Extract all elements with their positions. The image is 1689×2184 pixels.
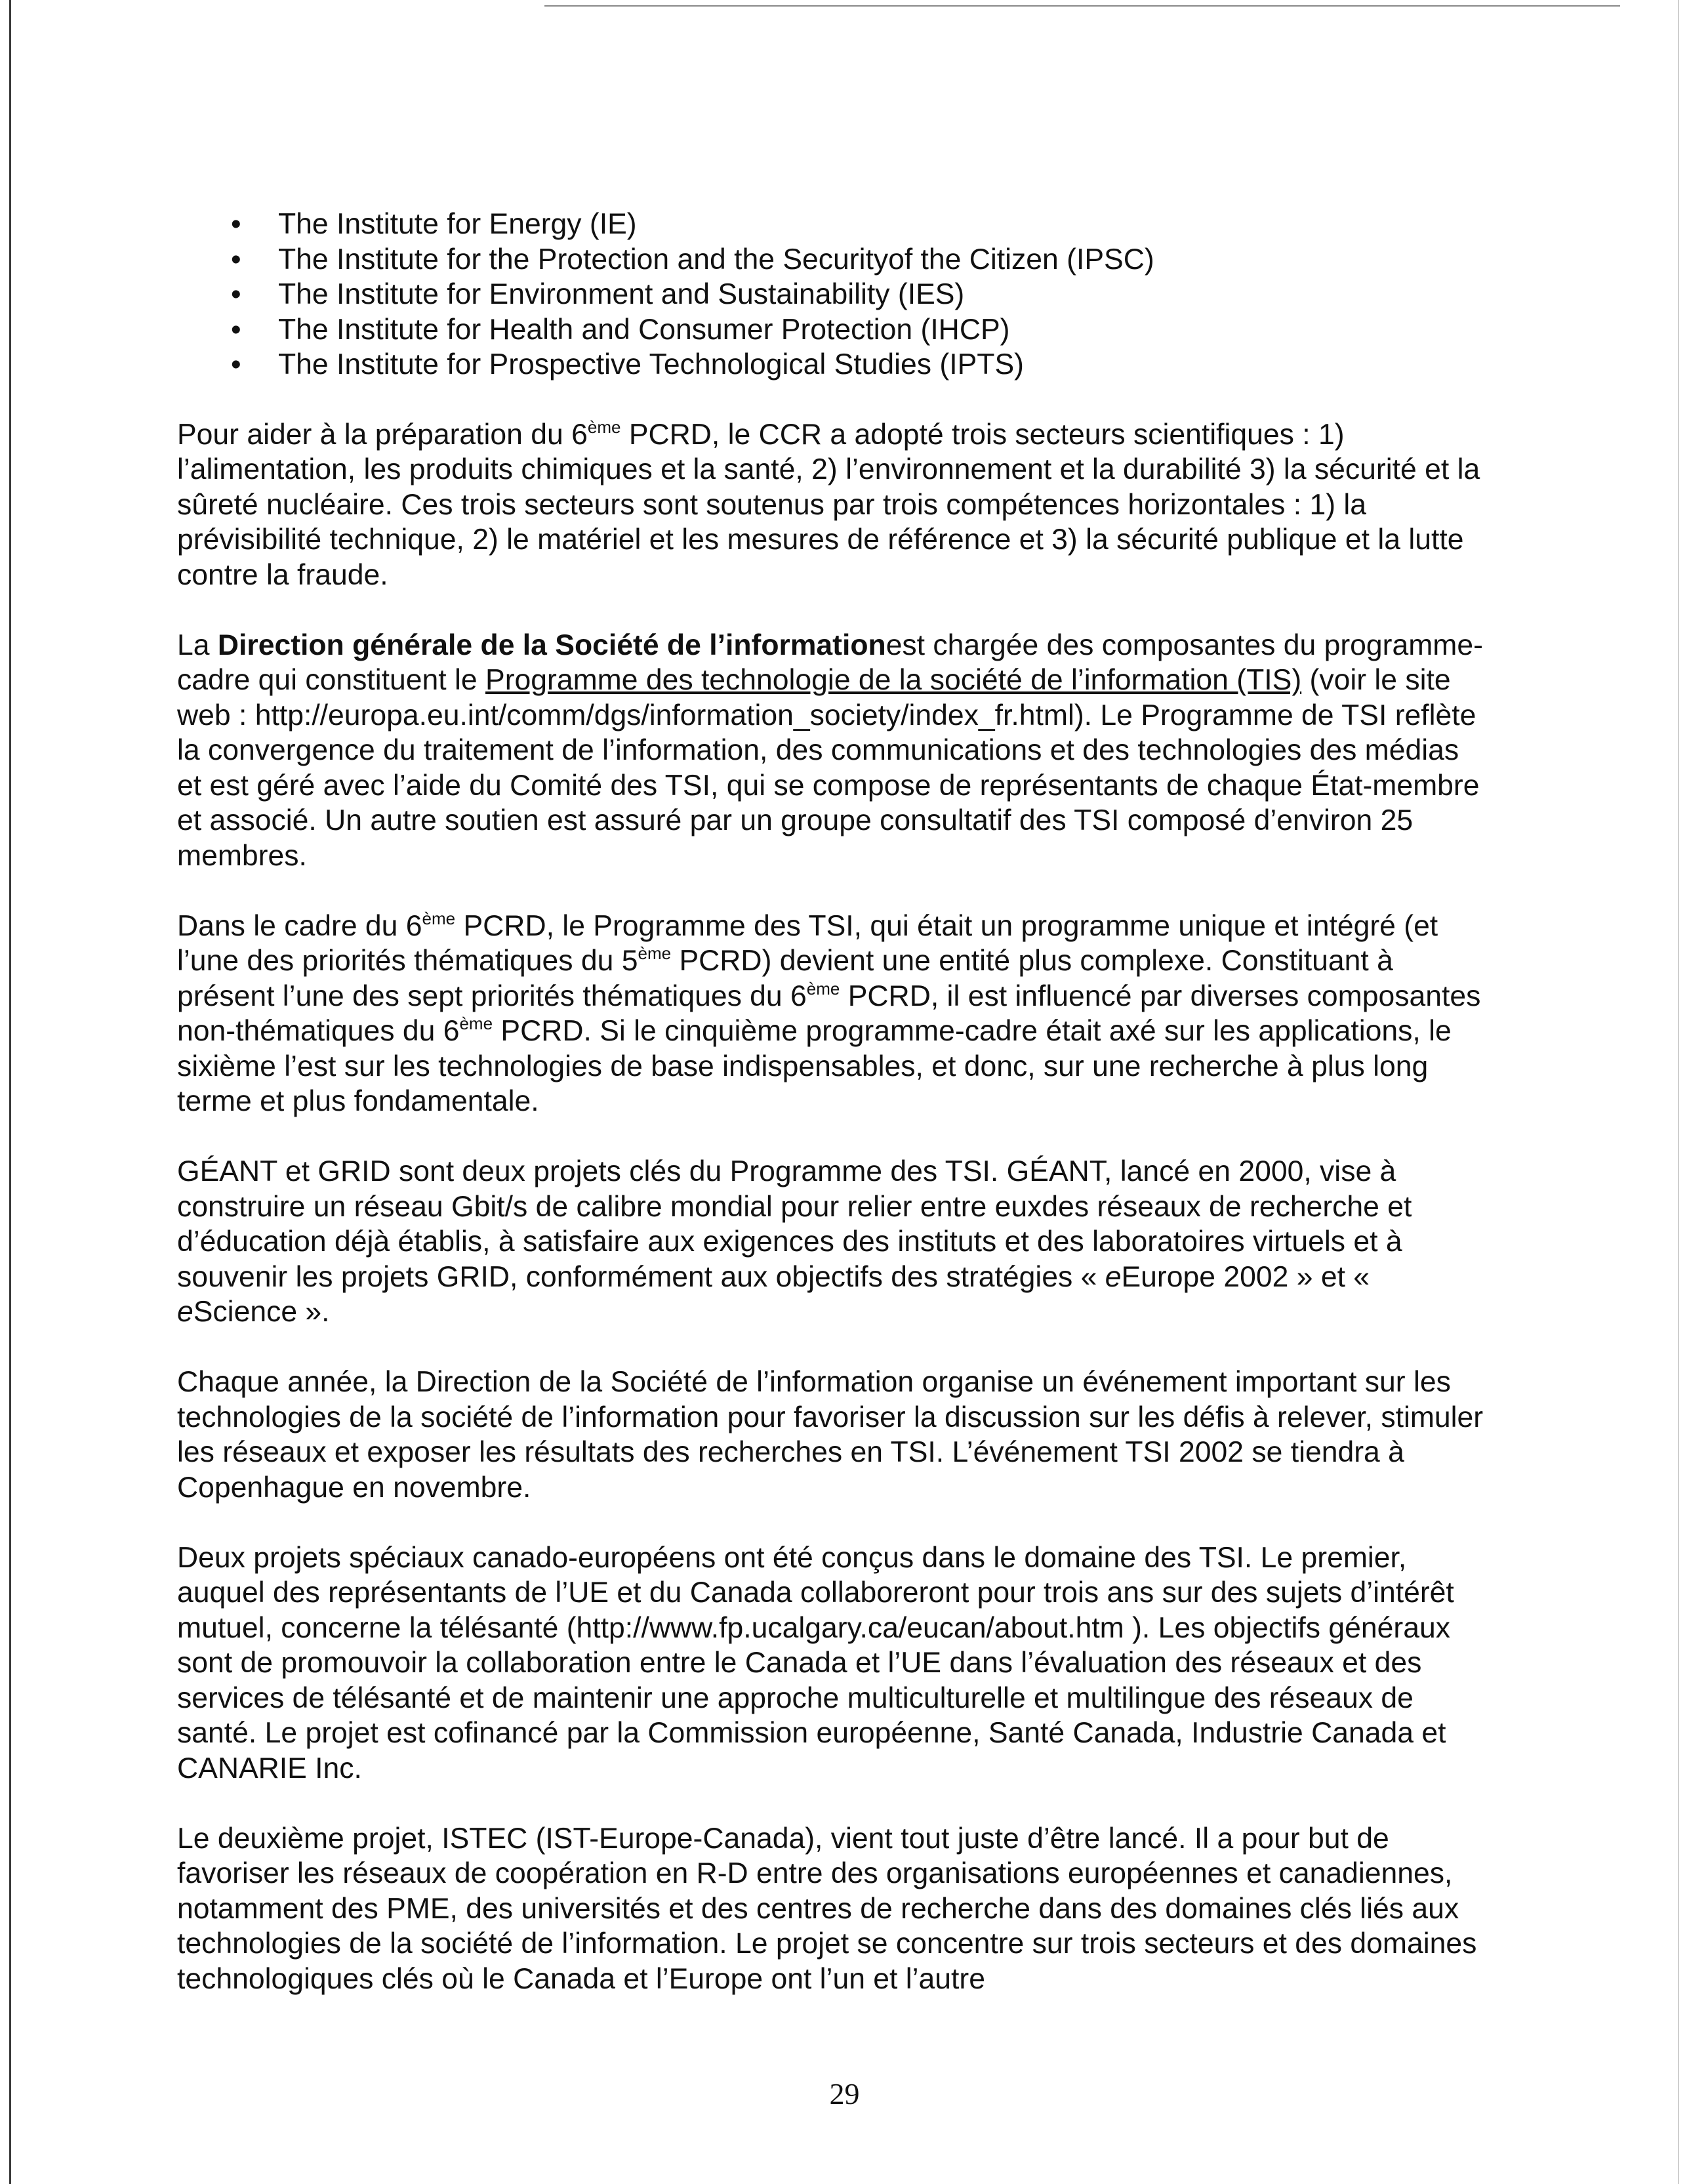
bullet-icon: •	[231, 243, 241, 276]
list-item	[177, 312, 1489, 348]
page-number: 29	[829, 2077, 860, 2111]
page-content	[177, 207, 1489, 2032]
paragraph-telehealth-project: Deux projets spéciaux canado-européens ont été conçus dans le domaine des TSI. Le premier, auquel des représentants de l’UE et du Canada collaboreront pour trois ans sur des sujets d’intérêt mutuel, concerne la télésanté (http://www.fp.ucalgary.ca/eucan/about.htm ). Les objectifs généraux sont de promouvoir la collaboration entre le Canada et l’UE dans l’évaluation des réseaux et des services de télésanté et de maintenir une approche multiculturelle et multilingue des réseaux de santé. Le projet est cofinancé par la Commission européenne, Santé Canada, Industrie Canada et CANARIE Inc.	[177, 1541, 1454, 1784]
scan-left-edge	[9, 0, 11, 2184]
paragraph-ccr-sectors: Pour aider à la préparation du 6ème PCRD, le CCR a adopté trois secteurs scientifiques : 1) l’alimentation, les produits chimiques et la santé, 2) l’environnement et la durabilité 3) la sécurité et la sûreté nucléaire. Ces trois secteurs sont soutenus par trois compétences horizontales : 1) la prévisibilité technique, 2) le matériel et les mesures de référence et 3) la sécurité publique et la lutte contre la fraude.	[177, 417, 1480, 591]
bullet-icon: •	[231, 313, 241, 346]
directorate-name: Direction générale de la Société de l’information	[217, 628, 886, 661]
list-item	[177, 277, 1489, 312]
paragraph-tsi-event: Chaque année, la Direction de la Société de l’information organise un événement important sur les technologies de la société de l’information pour favoriser la discussion sur les défis à relever, stimuler les réseaux et exposer les résultats des recherches en TSI. L’événement TSI 2002 se tiendra à Copenhague en novembre.	[177, 1366, 1484, 1504]
institute-list	[177, 207, 1489, 382]
tis-programme-link[interactable]: Programme des technologie de la société de l’information (TIS)	[485, 664, 1302, 696]
scan-right-edge	[1678, 0, 1679, 2184]
list-item-text: The Institute for Energy (IE)	[278, 208, 637, 240]
list-item	[177, 207, 1489, 242]
paragraph-geant-grid: GÉANT et GRID sont deux projets clés du Programme des TSI. GÉANT, lancé en 2000, vise à construire un réseau Gbit/s de calibre mondial pour relier entre euxdes réseaux de recherche et d’éducation déjà établis, à satisfaire aux exigences des instituts et des laboratoires virtuels et à souvenir les projets GRID, conformément aux objectifs des stratégies « eEurope 2002 » et « eScience ».	[177, 1155, 1412, 1328]
list-item-text: The Institute for Health and Consumer Protection (IHCP)	[278, 313, 1010, 346]
paragraph-istec-project: Le deuxième projet, ISTEC (IST-Europe-Canada), vient tout juste d’être lancé. Il a pour but de favoriser les réseaux de coopération en R-D entre des organisations européennes et canadiennes, notamment des PME, des universités et des centres de recherche dans des domaines clés liés aux technologies de la société de l’information. Le projet se concentre sur trois secteurs et des domaines technologiques clés où le Canada et l’Europe ont l’un et l’autre	[177, 1822, 1477, 1995]
bullet-icon: •	[231, 208, 241, 240]
paragraph-information-society: La Direction générale de la Société de l’informationest chargée des composantes du programme-cadre qui constituent le Programme des technologie de la société de l’information (TIS) (voir le site web : http://europa.eu.int/comm/dgs/information_society/index_fr.html). Le Programme de TSI reflète la convergence du traitement de l’information, des communications et des technologies des médias et est géré avec l’aide du Comité des TSI, qui se compose de représentants de chaque État-membre et associé. Un autre soutien est assuré par un groupe consultatif des TSI composé d’environ 25 membres.	[177, 628, 1483, 872]
list-item-text: The Institute for the Protection and the Securityof the Citizen (IPSC)	[278, 243, 1154, 276]
bullet-icon: •	[231, 348, 241, 381]
list-item	[177, 347, 1489, 382]
bullet-icon: •	[231, 278, 241, 310]
paragraph-pcrd-framework: Dans le cadre du 6ème PCRD, le Programme des TSI, qui était un programme unique et intégré (et l’une des priorités thématiques du 5ème PCRD) devient une entité plus complexe. Constituant à présent l’une des sept priorités thématiques du 6ème PCRD, il est influencé par diverses composantes non-thématiques du 6ème PCRD. Si le cinquième programme-cadre était axé sur les applications, le sixième l’est sur les technologies de base indispensables, et donc, sur une recherche à plus long terme et plus fondamentale.	[177, 908, 1481, 1117]
scan-top-edge	[544, 5, 1620, 7]
list-item-text: The Institute for Prospective Technological Studies (IPTS)	[278, 348, 1024, 381]
list-item	[177, 242, 1489, 278]
list-item-text: The Institute for Environment and Sustainability (IES)	[278, 278, 965, 310]
